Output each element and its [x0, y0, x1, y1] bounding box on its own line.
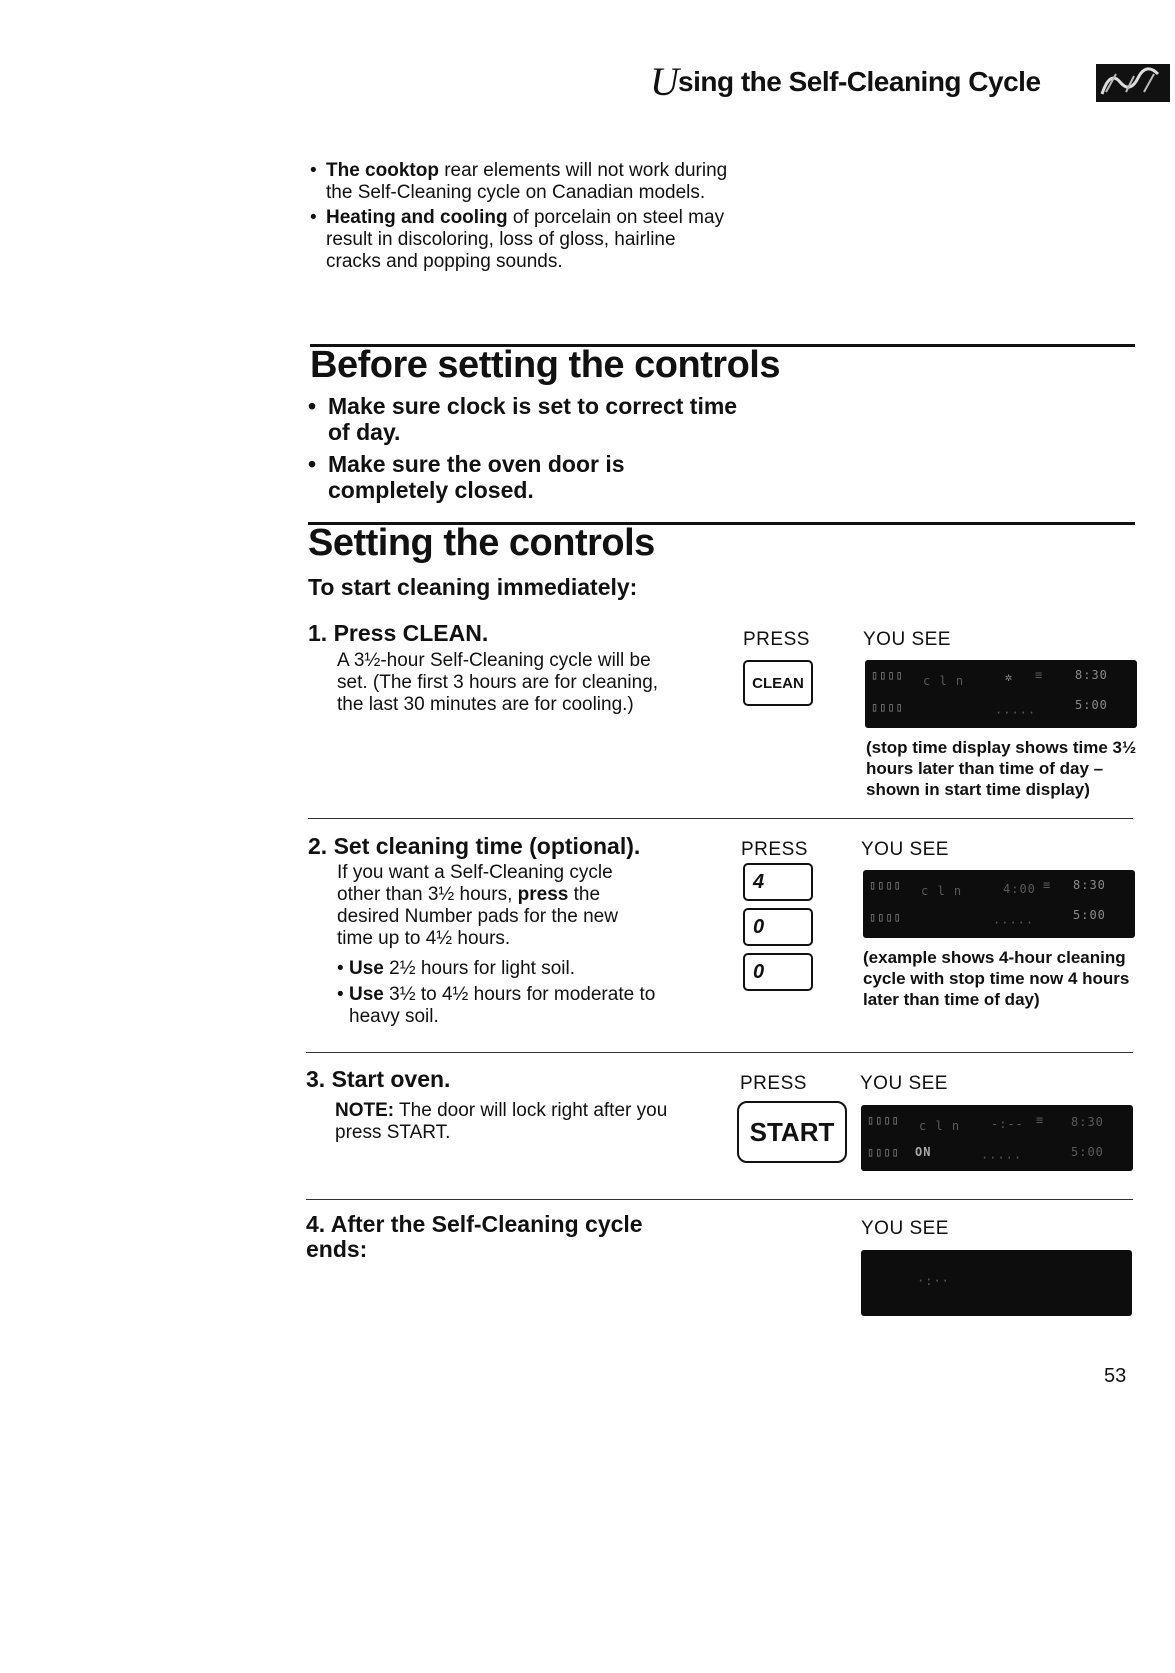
step-divider	[306, 1052, 1133, 1053]
brand-logo	[1096, 64, 1170, 102]
you-see-label: YOU SEE	[863, 629, 951, 650]
press-label: PRESS	[743, 629, 810, 650]
checklist-item: • Make sure clock is set to correct time of day.	[308, 393, 748, 445]
intro-notes	[310, 160, 730, 276]
intro-bullet-bold: The cooktop	[326, 160, 439, 181]
display-segment: 8:30	[1073, 878, 1106, 892]
soil-bullet-light: • Use 2½ hours for light soil.	[337, 958, 576, 979]
soil-bullet-bold: Use	[349, 958, 384, 979]
display-segment: c l n	[921, 884, 963, 898]
note-text: The door will lock right after you press START.	[335, 1100, 668, 1143]
oven-display	[865, 660, 1137, 728]
step-1-caption: (stop time display shows time 3½ hours later than time of day – shown in start time display)	[866, 738, 1137, 799]
step-2-bullets	[337, 958, 677, 1028]
start-button[interactable]: START	[737, 1101, 847, 1163]
display-segment: 8:30	[1075, 668, 1108, 682]
door-lock-on-indicator: ON	[915, 1145, 932, 1159]
step-2-title: 2. Set cleaning time (optional).	[308, 833, 641, 859]
display-segment: ·····	[981, 1151, 1023, 1165]
display-segment: c l n	[919, 1119, 961, 1133]
number-pad-0[interactable]: 0	[743, 953, 813, 991]
display-segment: ▯▯▯▯	[871, 700, 904, 714]
checklist-item: • Make sure the oven door is completely closed.	[308, 451, 748, 503]
display-segment: 5:00	[1071, 1145, 1104, 1159]
display-segment: 8:30	[1071, 1115, 1104, 1129]
setting-subheading: To start cleaning immediately:	[308, 574, 638, 600]
display-segment: ·····	[993, 916, 1035, 930]
step-3-note	[335, 1100, 695, 1144]
press-label: PRESS	[741, 839, 808, 860]
note-label: NOTE:	[335, 1100, 395, 1121]
display-segment: ·····	[995, 706, 1037, 720]
soil-bullet-text: 3½ to 4½ hours for moderate to heavy soil.	[349, 984, 656, 1027]
display-segment: -:--	[991, 1117, 1024, 1131]
display-segment: ≡	[1035, 668, 1044, 682]
page-number: 53	[1104, 1365, 1127, 1387]
step-1-title: 1. Press CLEAN.	[308, 620, 489, 646]
display-segment: 4:00	[1003, 882, 1036, 896]
number-pad-0[interactable]: 0	[743, 908, 813, 946]
press-label: PRESS	[740, 1073, 807, 1094]
display-segment: ▯▯▯▯	[871, 668, 904, 682]
step-4-title: 4. After the Self-Cleaning cycle ends:	[306, 1211, 643, 1262]
display-segment: ≡	[1036, 1113, 1045, 1127]
intro-bullet-bold: Heating and cooling	[326, 207, 508, 228]
page-title: sing the Self-Cleaning Cycle	[678, 66, 1041, 97]
before-heading: Before setting the controls	[310, 344, 780, 386]
number-pad-4[interactable]: 4	[743, 863, 813, 901]
display-segment: 5:00	[1075, 698, 1108, 712]
display-segment: ▯▯▯▯	[867, 1145, 900, 1159]
step-divider	[308, 818, 1133, 819]
step-2-caption: (example shows 4-hour cleaning cycle with stop time now 4 hours later than time of day)	[863, 948, 1130, 1009]
display-segment: ✲	[1005, 670, 1014, 684]
intro-bullet-cooktop	[310, 160, 730, 204]
you-see-label: YOU SEE	[860, 1073, 948, 1094]
soil-bullet-text: 2½ hours for light soil.	[383, 958, 576, 979]
display-segment: 5:00	[1073, 908, 1106, 922]
clean-button[interactable]: CLEAN	[743, 660, 813, 706]
display-segment: c l n	[923, 674, 965, 688]
oven-display	[861, 1250, 1132, 1316]
step-divider	[306, 1199, 1133, 1200]
brand-logo-icon	[1096, 64, 1170, 102]
step-2-body-text: If you want a Self-Cleaning cycle other than 3½ hours,	[337, 862, 613, 905]
display-segment: ≡	[1043, 878, 1052, 892]
step-2-body-bold: press	[517, 884, 569, 905]
step-1-body: A 3½-hour Self-Cleaning cycle will be set. (The first 3 hours are for cleaning, the last 30 minutes are for cooling.)	[337, 650, 659, 715]
soil-bullet-bold: Use	[349, 984, 384, 1005]
oven-display	[863, 870, 1135, 938]
step-3-title: 3. Start oven.	[306, 1066, 451, 1092]
step-2-body-text: the desired Number pads for the new time up to 4½ hours.	[337, 884, 618, 949]
display-segment: ·:··	[917, 1274, 950, 1288]
intro-bullet-text: rear elements will not work during the Self-Cleaning cycle on Canadian models.	[326, 160, 728, 203]
page-header	[650, 58, 1170, 108]
display-segment: ▯▯▯▯	[869, 878, 902, 892]
header-initial: U	[650, 59, 679, 104]
intro-bullet-heating	[310, 207, 730, 273]
soil-bullet-heavy: • Use 3½ to 4½ hours for moderate to heavy soil.	[337, 984, 656, 1027]
oven-display	[861, 1105, 1133, 1171]
step-2-body	[337, 862, 657, 950]
display-segment: ▯▯▯▯	[869, 910, 902, 924]
you-see-label: YOU SEE	[861, 1218, 949, 1239]
before-checklist	[308, 393, 748, 509]
setting-heading: Setting the controls	[308, 522, 655, 564]
display-segment: ▯▯▯▯	[867, 1113, 900, 1127]
you-see-label: YOU SEE	[861, 839, 949, 860]
intro-bullet-text: of porcelain on steel may result in discoloring, loss of gloss, hairline cracks and popping sounds.	[326, 207, 725, 272]
